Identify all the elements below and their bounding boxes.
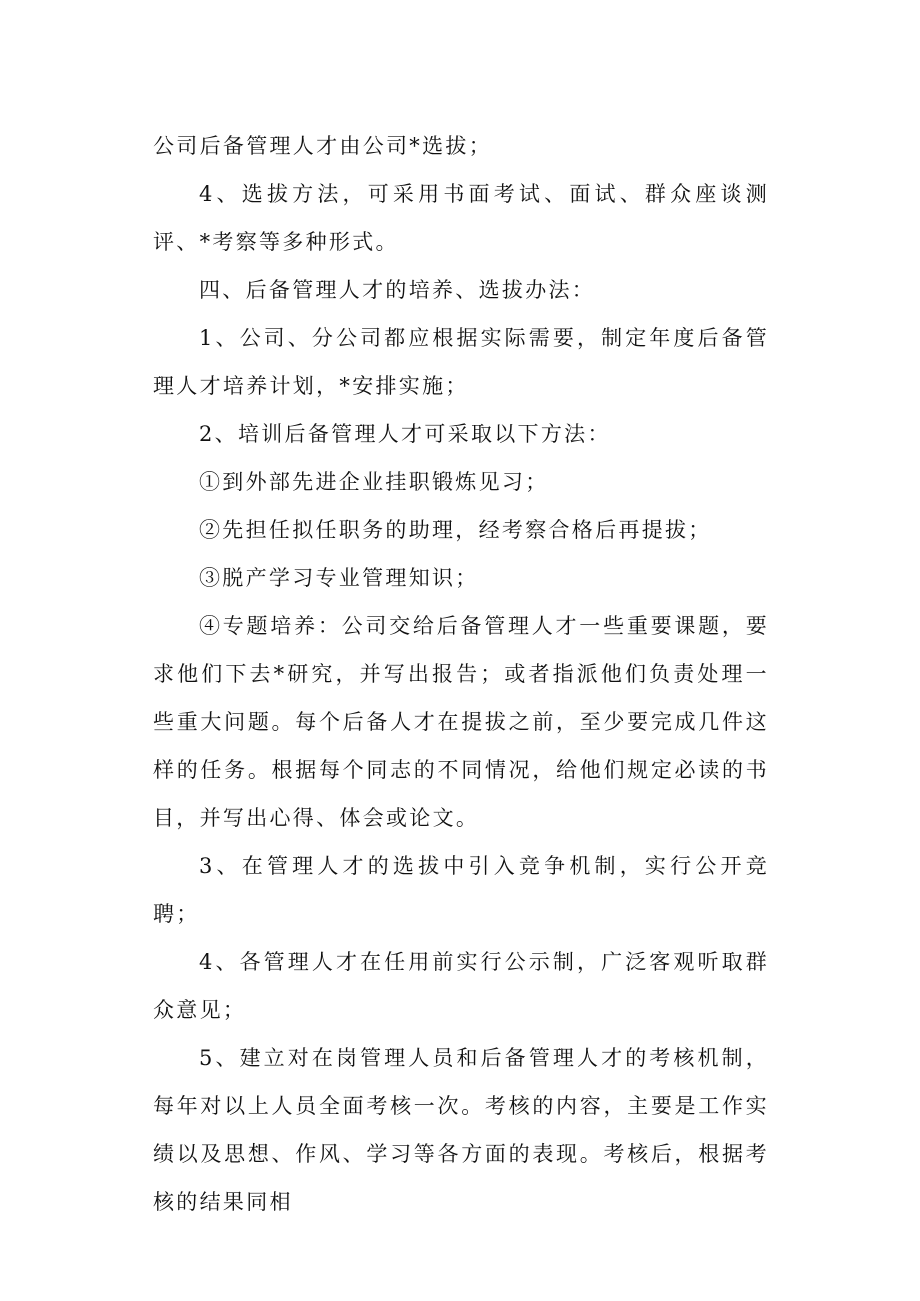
document-body [153, 122, 769, 1226]
list-item-4: ④专题培养：公司交给后备管理人才一些重要课题，要求他们下去*研究，并写出报告；或者指派他们负责处理一些重大问题。每个后备人才在提拔之前，至少要完成几件这样的任务。根据每个同志的不同情况，给他们规定必读的书目，并写出心得、体会或论文。 [153, 614, 769, 830]
paragraph-5: 3、在管理人才的选拔中引入竞争机制，实行公开竞聘； [153, 854, 769, 926]
paragraph-3: 1、公司、分公司都应根据实际需要，制定年度后备管理人才培养计划，*安排实施； [153, 326, 769, 398]
list-item-2: ②先担任拟任职务的助理，经考察合格后再提拔； [199, 518, 712, 542]
section-heading: 四、后备管理人才的培养、选拔办法： [199, 278, 596, 302]
list-item-1: ①到外部先进企业挂职锻炼见习； [199, 470, 549, 494]
list-item-3: ③脱产学习专业管理知识； [199, 566, 479, 590]
paragraph-7: 5、建立对在岗管理人员和后备管理人才的考核机制，每年对以上人员全面考核一次。考核的内容，主要是工作实绩以及思想、作风、学习等各方面的表现。考核后，根据考核的结果同相 [153, 1046, 769, 1214]
paragraph-4: 2、培训后备管理人才可采取以下方法： [199, 422, 611, 446]
paragraph-2: 4、选拔方法，可采用书面考试、面试、群众座谈测评、*考察等多种形式。 [153, 182, 769, 254]
paragraph-1: 公司后备管理人才由公司*选拔； [153, 134, 492, 158]
paragraph-6: 4、各管理人才在任用前实行公示制，广泛客观听取群众意见； [153, 950, 769, 1022]
